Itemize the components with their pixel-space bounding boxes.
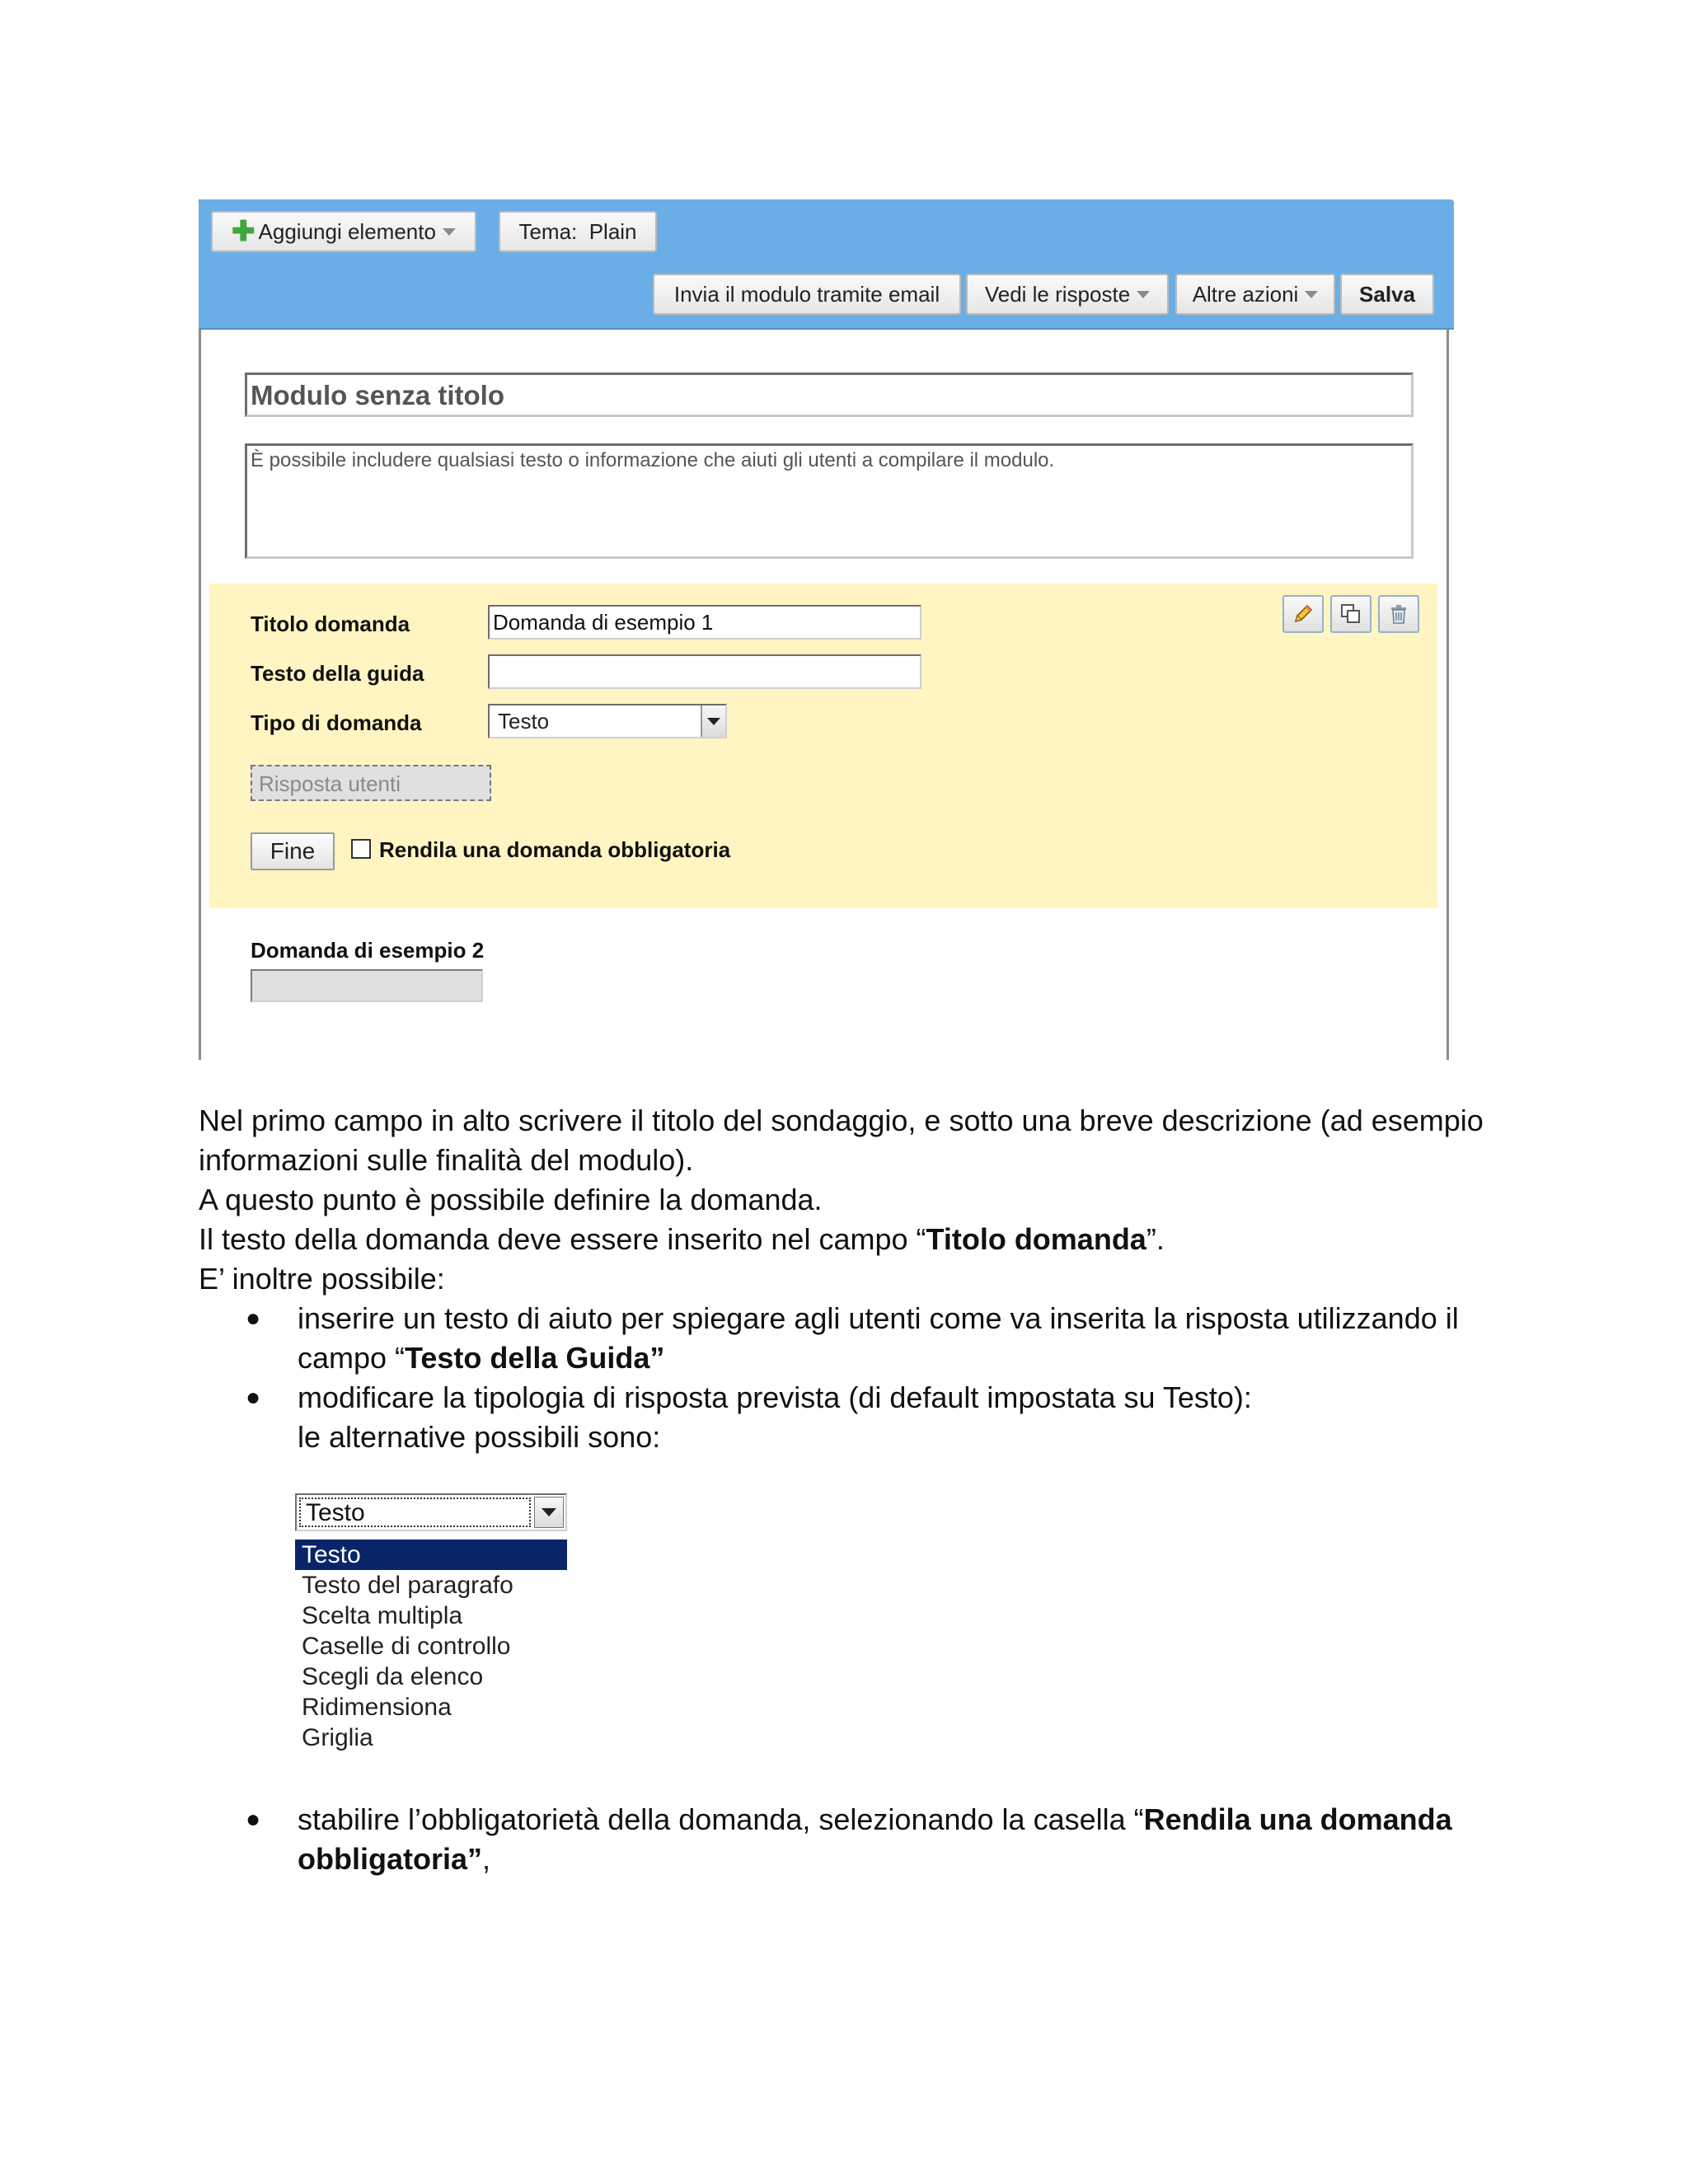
more-actions-button[interactable] bbox=[1175, 274, 1335, 315]
b3-text: stabilire l’obbligatorietà della domanda, selezionando la casella “ bbox=[298, 1802, 1144, 1836]
bullet-2-dot: ● bbox=[246, 1384, 261, 1411]
save-button[interactable] bbox=[1340, 274, 1434, 315]
send-email-button[interactable] bbox=[653, 274, 961, 315]
view-responses-label: Vedi le risposte bbox=[984, 281, 1131, 307]
add-element-label: Aggiungi elemento bbox=[258, 218, 436, 244]
paragraph-define: A questo punto è possibile definire la domanda. bbox=[199, 1183, 823, 1216]
p3-text: Il testo della domanda deve essere inserito nel campo “ bbox=[199, 1222, 926, 1256]
question-editor bbox=[209, 583, 1437, 908]
dropdown-option[interactable]: Testo del paragrafo bbox=[302, 1572, 513, 1599]
caret-down-icon bbox=[443, 228, 456, 236]
caret-down-icon bbox=[1305, 291, 1318, 298]
form-editor-screenshot bbox=[199, 199, 1449, 1060]
question-title-label: Titolo domanda bbox=[251, 612, 410, 636]
bullet-1-text bbox=[298, 1299, 1501, 1378]
question-type-select[interactable] bbox=[488, 704, 727, 738]
dropdown-option[interactable]: Ridimensiona bbox=[302, 1694, 452, 1721]
theme-label: Tema: Plain bbox=[518, 218, 637, 244]
bullet-3-dot: ● bbox=[246, 1806, 261, 1833]
theme-button[interactable] bbox=[499, 211, 657, 252]
required-label: Rendila una domanda obbligatoria bbox=[379, 837, 731, 862]
dropdown-option[interactable]: Caselle di controllo bbox=[302, 1633, 511, 1660]
b3-end: , bbox=[482, 1842, 491, 1876]
form-description-input[interactable]: È possibile includere qualsiasi testo o informazione che aiuti gli utenti a compilare il modulo. bbox=[245, 443, 1414, 559]
help-text-input[interactable] bbox=[488, 654, 921, 689]
required-checkbox[interactable] bbox=[351, 839, 371, 859]
help-text-label: Testo della guida bbox=[251, 661, 424, 686]
question-type-label: Tipo di domanda bbox=[251, 710, 422, 735]
question-title-input[interactable]: Domanda di esempio 1 bbox=[488, 605, 921, 640]
bullet-3-text bbox=[298, 1800, 1501, 1879]
pencil-icon bbox=[1291, 602, 1315, 626]
dropdown-option[interactable]: Scelta multipla bbox=[302, 1602, 463, 1629]
question2-input[interactable] bbox=[251, 969, 483, 1002]
add-element-button[interactable] bbox=[211, 211, 476, 252]
done-button[interactable]: Fine bbox=[251, 832, 335, 870]
question2-label: Domanda di esempio 2 bbox=[251, 938, 485, 963]
trash-icon bbox=[1386, 602, 1411, 626]
p3-bold: Titolo domanda bbox=[926, 1222, 1146, 1256]
plus-icon: ✚ bbox=[232, 216, 256, 247]
more-actions-label: Altre azioni bbox=[1192, 281, 1299, 307]
paragraph-intro: Nel primo campo in alto scrivere il titolo del sondaggio, e sotto una breve descrizione (ad esempio informazioni sulle finalità del modulo). bbox=[199, 1104, 1484, 1177]
view-responses-button[interactable] bbox=[966, 274, 1169, 315]
duplicate-icon bbox=[1339, 602, 1363, 626]
dropdown-option[interactable]: Scegli da elenco bbox=[302, 1663, 484, 1690]
bullet-1-dot: ● bbox=[246, 1305, 261, 1332]
b3-bold: Rendila una domanda obbligatoria” bbox=[298, 1802, 1452, 1876]
p3-end: ”. bbox=[1146, 1222, 1165, 1256]
b1-text: inserire un testo di aiuto per spiegare agli utenti come va inserita la risposta utilizzando il campo “ bbox=[298, 1301, 1459, 1375]
type-dropdown-list bbox=[295, 1540, 567, 1753]
paragraph-also: E’ inoltre possibile: bbox=[199, 1262, 445, 1296]
dropdown-option[interactable]: Testo bbox=[295, 1540, 567, 1570]
caret-down-icon bbox=[1137, 291, 1150, 298]
type-dropdown-value: Testo bbox=[299, 1497, 531, 1527]
form-title-input[interactable]: Modulo senza titolo bbox=[245, 373, 1414, 417]
chevron-down-icon[interactable] bbox=[701, 705, 725, 737]
save-label: Salva bbox=[1359, 281, 1415, 307]
send-email-label: Invia il modulo tramite email bbox=[673, 281, 940, 307]
bullet-2-line1: modificare la tipologia di risposta prevista (di default impostata su Testo): bbox=[298, 1380, 1252, 1414]
answer-preview-field: Risposta utenti bbox=[251, 765, 491, 801]
type-dropdown-select[interactable] bbox=[295, 1493, 567, 1531]
b1-bold: Testo della Guida” bbox=[405, 1341, 665, 1375]
edit-question-button[interactable] bbox=[1282, 595, 1324, 633]
duplicate-question-button[interactable] bbox=[1330, 595, 1372, 633]
dropdown-option[interactable]: Griglia bbox=[302, 1724, 373, 1751]
chevron-down-icon[interactable] bbox=[534, 1497, 564, 1528]
question-type-value: Testo bbox=[498, 709, 550, 733]
paragraph-title-field bbox=[199, 1220, 1517, 1259]
form-toolbar bbox=[199, 199, 1454, 330]
bullet-2-line2: le alternative possibili sono: bbox=[298, 1420, 661, 1454]
delete-question-button[interactable] bbox=[1378, 595, 1419, 633]
